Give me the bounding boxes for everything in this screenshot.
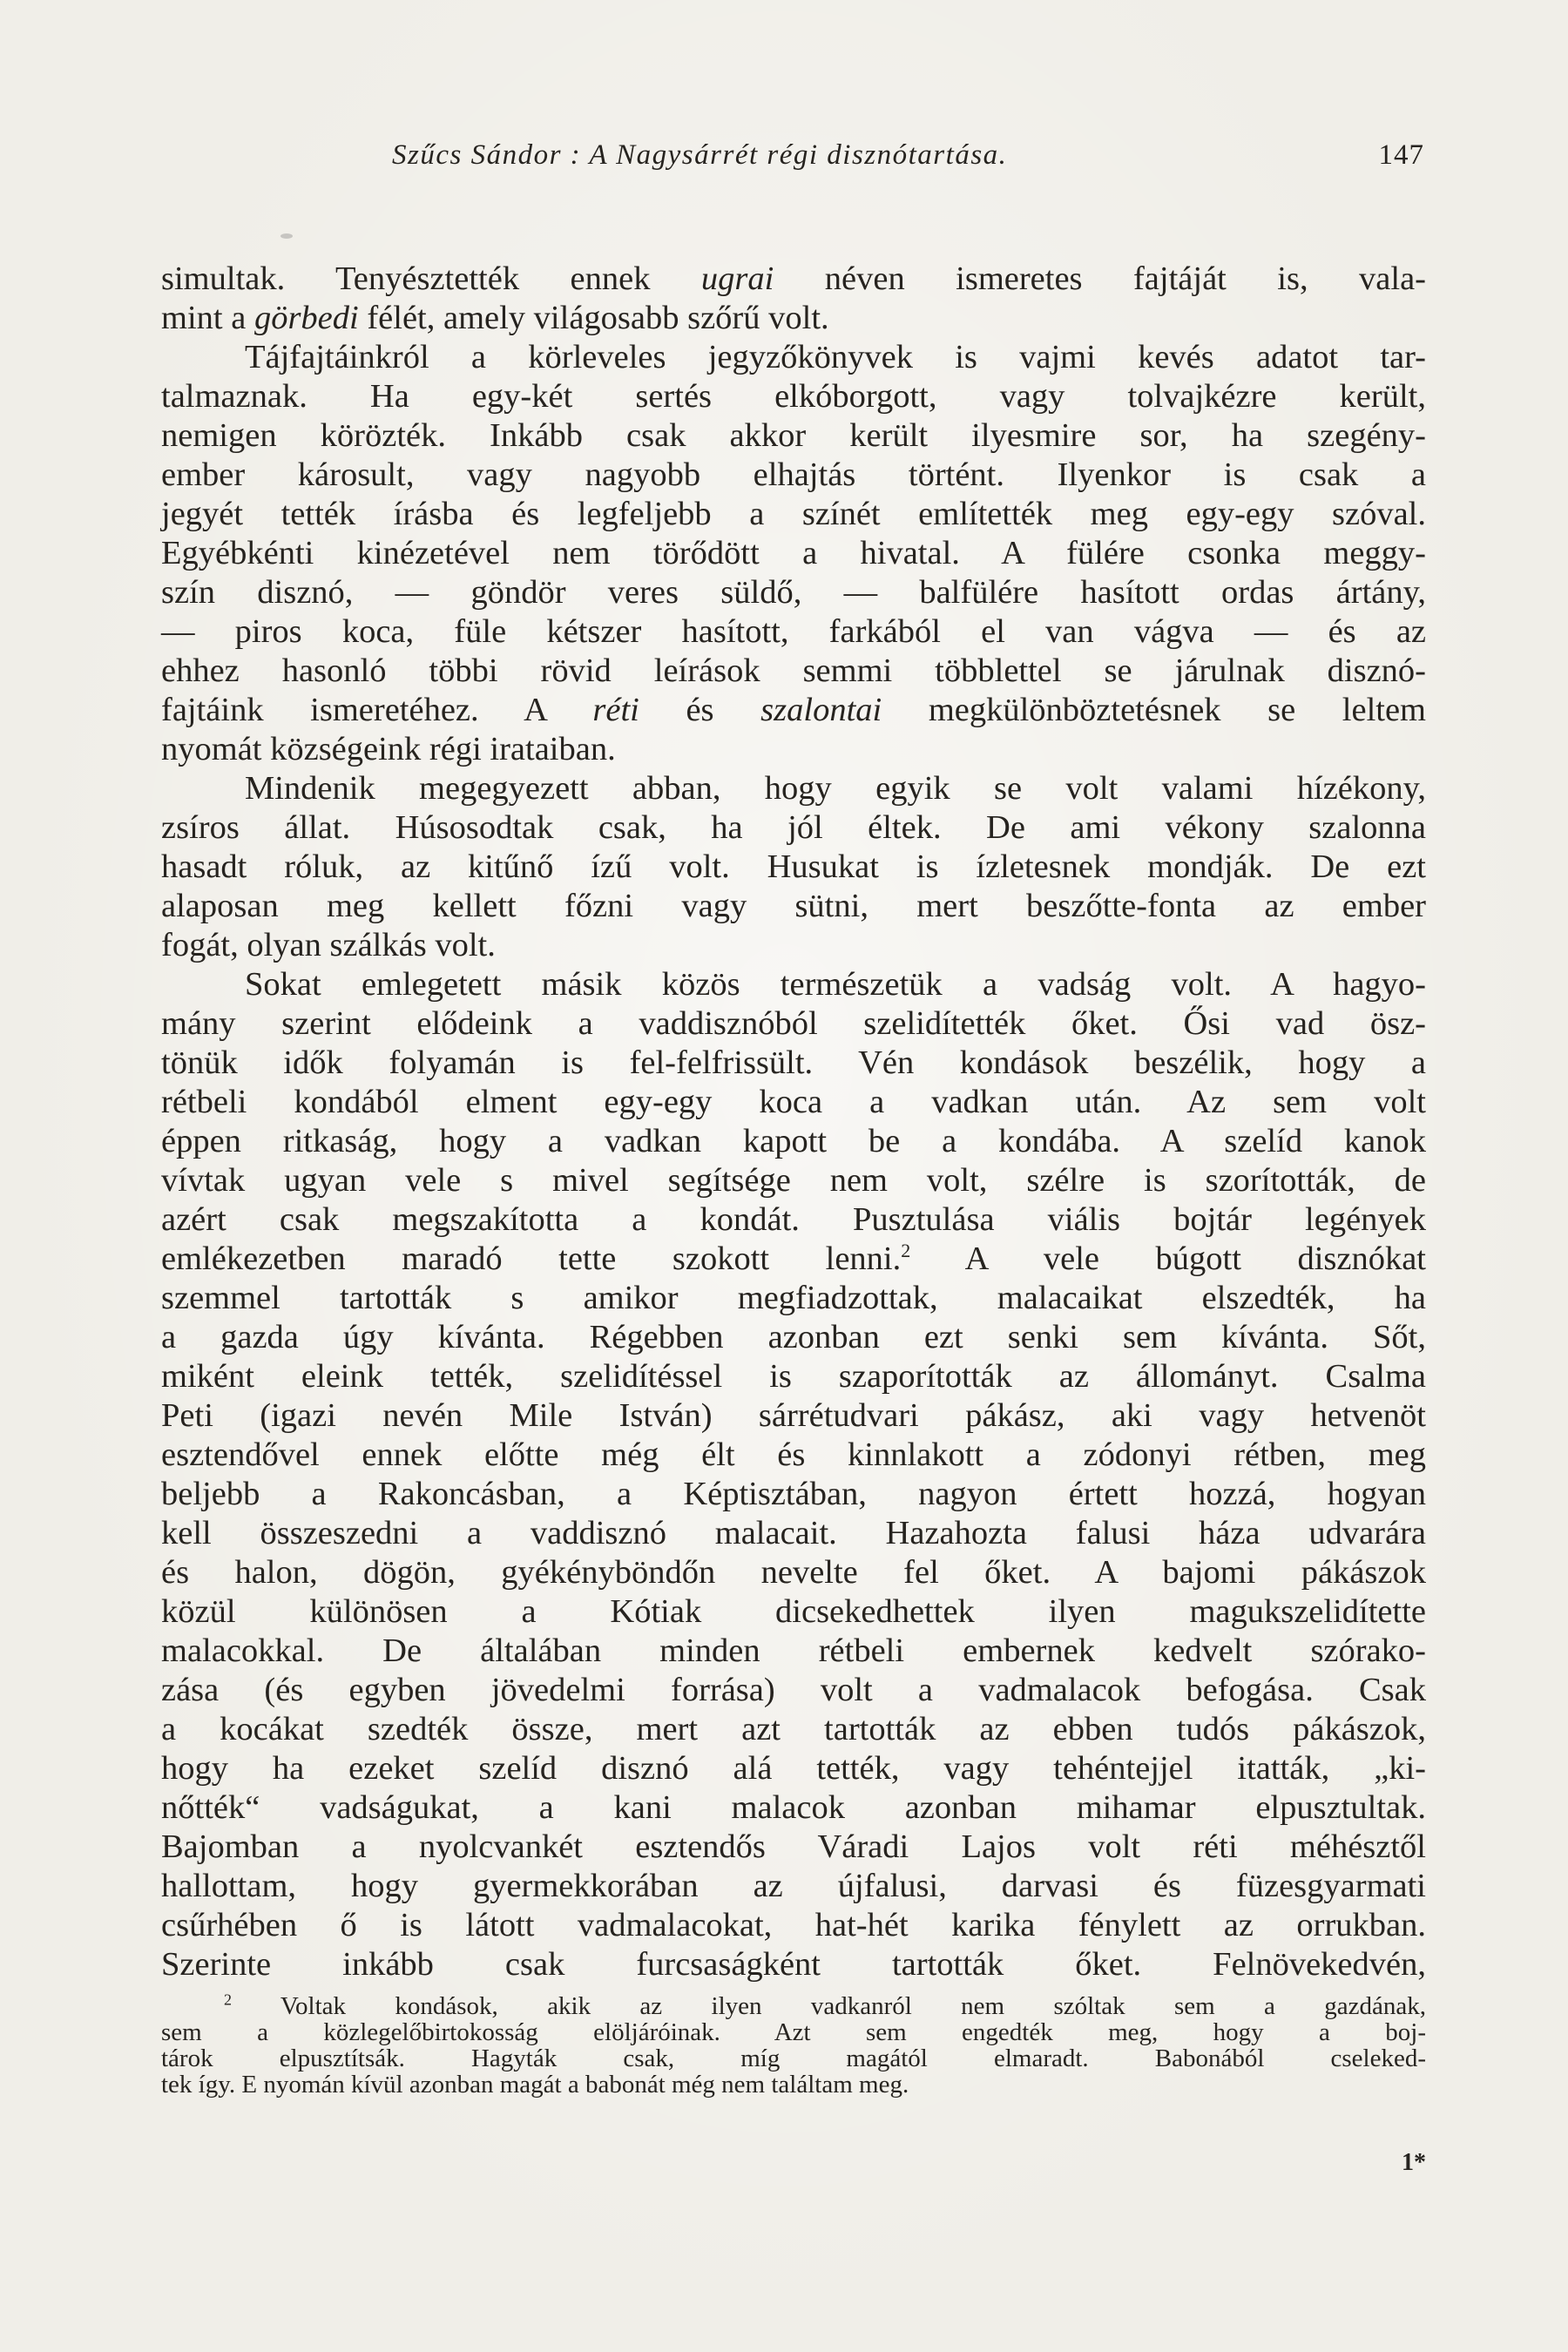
text-run: ember károsult, vagy nagyobb elhajtás történt. Ilyenkor is csak a xyxy=(161,456,1426,493)
text-run: zsíros állat. Húsosodtak csak, ha jól éltek. De ami vékony szalonna xyxy=(161,809,1426,846)
text-line xyxy=(161,1553,1426,1592)
text-run: nyomát községeink régi irataiban. xyxy=(161,731,616,767)
text-run: Egyébkénti kinézetével nem törődött a hivatal. A fülére csonka meggy- xyxy=(161,535,1426,571)
italic-term: ugrai xyxy=(700,260,774,297)
text-run: tárok elpusztítsák. Hagyták csak, míg magától elmaradt. Babonából cseleked- xyxy=(161,2044,1426,2072)
text-run: A vele búgott disznókat xyxy=(910,1240,1426,1277)
text-line xyxy=(161,926,1426,965)
text-run: tönük idők folyamán is fel-felfrissült. Vén kondások beszélik, hogy a xyxy=(161,1044,1426,1081)
text-run: éppen ritkaság, hogy a vadkan kapott be a kondába. A szelíd kanok xyxy=(161,1123,1426,1159)
text-line xyxy=(161,1671,1426,1710)
text-run: hogy ha ezeket szelíd disznó alá tették, vagy tehéntejjel itatták, „ki- xyxy=(161,1750,1426,1787)
text-line xyxy=(161,1004,1426,1044)
italic-term: görbedi xyxy=(253,300,359,336)
text-line xyxy=(161,612,1426,652)
text-line xyxy=(161,1436,1426,1475)
text-run: hasadt róluk, az kitűnő ízű volt. Husukat is ízletesnek mondják. De ezt xyxy=(161,848,1426,885)
text-line xyxy=(161,1240,1426,1279)
text-run: Szerinte inkább csak furcsaságként tartották őket. Felnövekedvén, xyxy=(161,1946,1426,1983)
text-run: szemmel tartották s amikor megfiadzottak, malacaikat elszedték, ha xyxy=(161,1280,1426,1316)
text-run: vívtak ugyan vele s mivel segítsége nem volt, szélre is szorították, de xyxy=(161,1162,1426,1199)
text-line xyxy=(161,416,1426,456)
text-line xyxy=(161,1749,1426,1788)
text-run: nőtték“ vadságukat, a kani malacok azonban mihamar elpusztultak. xyxy=(161,1789,1426,1826)
footnote-line xyxy=(161,2072,1426,2098)
text-line xyxy=(161,1514,1426,1553)
italic-term: réti xyxy=(592,692,639,728)
text-line xyxy=(161,1475,1426,1514)
text-run: a kocákat szedték össze, mert azt tartották az ebben tudós pákászok, xyxy=(161,1711,1426,1747)
text-run: jegyét tették írásba és legfeljebb a színét említették meg egy-egy szóval. xyxy=(161,496,1426,532)
text-run: Sokat emlegetett másik közös természetük a vadság volt. A hagyo- xyxy=(245,966,1426,1003)
text-line xyxy=(161,299,1426,338)
text-line xyxy=(161,1318,1426,1357)
text-run: hallottam, hogy gyermekkorában az újfalusi, darvasi és füzesgyarmati xyxy=(161,1868,1426,1904)
text-run: sem a közlegelőbirtokosság elöljáróinak. Azt sem engedték meg, hogy a boj- xyxy=(161,2018,1426,2046)
text-run: Bajomban a nyolcvankét esztendős Váradi Lajos volt réti méhésztől xyxy=(161,1828,1426,1865)
text-run: fogát, olyan szálkás volt. xyxy=(161,927,496,963)
text-line xyxy=(161,1828,1426,1867)
text-line xyxy=(161,769,1426,808)
text-run: megkülönböztetésnek se leltem xyxy=(882,692,1427,728)
text-run: Tájfajtáinkról a körleveles jegyzőkönyvek is vajmi kevés adatot tar- xyxy=(245,339,1426,375)
text-line xyxy=(161,965,1426,1004)
text-line xyxy=(161,1906,1426,1945)
text-line xyxy=(161,495,1426,534)
text-run: alaposan meg kellett főzni vagy sütni, mert beszőtte-fonta az ember xyxy=(161,888,1426,924)
text-line xyxy=(161,1200,1426,1240)
text-line xyxy=(161,534,1426,573)
text-run: ehhez hasonló többi rövid leírások semmi többlettel se járulnak disznó- xyxy=(161,652,1426,689)
text-run: Mindenik megegyezett abban, hogy egyik se volt valami hízékony, xyxy=(245,770,1426,807)
text-run: kell összeszedni a vaddisznó malacait. Hazahozta falusi háza udvarára xyxy=(161,1515,1426,1551)
text-run: szín disznó, — göndör veres süldő, — balfülére hasított ordas ártány, xyxy=(161,574,1426,611)
text-run: — piros koca, füle kétszer hasított, farkából el van vágva — és az xyxy=(161,613,1426,650)
text-line xyxy=(161,1357,1426,1396)
text-run: tek így. E nyomán kívül azonban magát a babonát még nem találtam meg. xyxy=(161,2071,909,2099)
text-line xyxy=(161,1044,1426,1083)
text-line xyxy=(161,887,1426,926)
text-line xyxy=(161,1083,1426,1122)
text-run: és halon, dögön, gyékényböndőn nevelte fel őket. A bajomi pákászok xyxy=(161,1554,1426,1591)
text-line xyxy=(161,730,1426,769)
text-line xyxy=(161,1122,1426,1161)
text-run: csűrhében ő is látott vadmalacokat, hat-hét karika fénylett az orrukban. xyxy=(161,1907,1426,1943)
text-line xyxy=(161,1867,1426,1906)
ink-smudge xyxy=(280,233,293,239)
text-line xyxy=(161,573,1426,612)
text-run: mány szerint elődeink a vaddisznóból szelidítették őket. Ősi vad ösz- xyxy=(161,1005,1426,1042)
text-line xyxy=(161,338,1426,377)
italic-term: szalontai xyxy=(760,692,882,728)
text-run: malacokkal. De általában minden rétbeli embernek kedvelt szórako- xyxy=(161,1632,1426,1669)
footnote-marker[interactable]: 2 xyxy=(901,1240,911,1262)
text-run: rétbeli kondából elment egy-egy koca a vadkan után. Az sem volt xyxy=(161,1084,1426,1120)
text-line xyxy=(161,456,1426,495)
text-line xyxy=(161,652,1426,691)
text-run: mint a xyxy=(161,300,254,336)
footnote-line xyxy=(161,1990,1426,2020)
footnotes xyxy=(161,1990,1426,2099)
text-run: félét, amely világosabb szőrű volt. xyxy=(358,300,829,336)
text-run: beljebb a Rakoncásban, a Képtisztában, nagyon értett hozzá, hogyan xyxy=(161,1476,1426,1512)
page-number: 147 xyxy=(1378,139,1424,171)
text-run: közül különösen a Kótiak dicsekedhettek ilyen magukszelidítette xyxy=(161,1593,1426,1630)
text-run: nemigen körözték. Inkább csak akkor került ilyesmire sor, ha szegény- xyxy=(161,417,1426,454)
text-run: azért csak megszakította a kondát. Pusztulása viális bojtár legények xyxy=(161,1201,1426,1238)
text-line xyxy=(161,260,1426,299)
text-line xyxy=(161,691,1426,730)
text-run: néven ismeretes fajtáját is, vala- xyxy=(774,260,1426,297)
text-run: emlékezetben maradó tette szokott lenni. xyxy=(161,1240,902,1277)
text-run: Voltak kondások, akik az ilyen vadkanról nem szóltak sem a gazdának, xyxy=(232,1992,1426,2020)
signature-mark: 1* xyxy=(1402,2149,1426,2176)
text-run: a gazda úgy kívánta. Régebben azonban ezt senki sem kívánta. Sőt, xyxy=(161,1319,1426,1355)
text-line xyxy=(161,1279,1426,1318)
text-line xyxy=(161,1710,1426,1749)
text-line xyxy=(161,1592,1426,1632)
text-run: talmaznak. Ha egy-két sertés elkóborgott, vagy tolvajkézre került, xyxy=(161,378,1426,415)
footnote-line xyxy=(161,2045,1426,2072)
text-line xyxy=(161,1161,1426,1200)
text-line xyxy=(161,1632,1426,1671)
text-run: Peti (igazi nevén Mile István) sárrétudvari pákász, aki vagy hetvenöt xyxy=(161,1397,1426,1434)
text-run: és xyxy=(639,692,761,728)
text-line xyxy=(161,848,1426,887)
footnote-marker[interactable]: 2 xyxy=(224,1990,232,2009)
text-line xyxy=(161,1945,1426,1984)
running-head-title: Szűcs Sándor : A Nagysárrét régi disznótartása. xyxy=(392,139,1008,171)
text-line xyxy=(161,1788,1426,1828)
text-run: simultak. Tenyésztették ennek xyxy=(161,260,701,297)
text-line xyxy=(161,1396,1426,1436)
text-run: zása (és egyben jövedelmi forrása) volt a vadmalacok befogása. Csak xyxy=(161,1672,1426,1708)
text-run: fajtáink ismeretéhez. A xyxy=(161,692,593,728)
text-run: miként eleink tették, szelidítéssel is szaporították az állományt. Csalma xyxy=(161,1358,1426,1395)
text-run: esztendővel ennek előtte még élt és kinnlakott a zódonyi rétben, meg xyxy=(161,1436,1426,1473)
body-text xyxy=(161,260,1426,1984)
text-line xyxy=(161,808,1426,848)
footnote-line xyxy=(161,2019,1426,2045)
running-head xyxy=(161,139,1424,183)
text-line xyxy=(161,377,1426,416)
